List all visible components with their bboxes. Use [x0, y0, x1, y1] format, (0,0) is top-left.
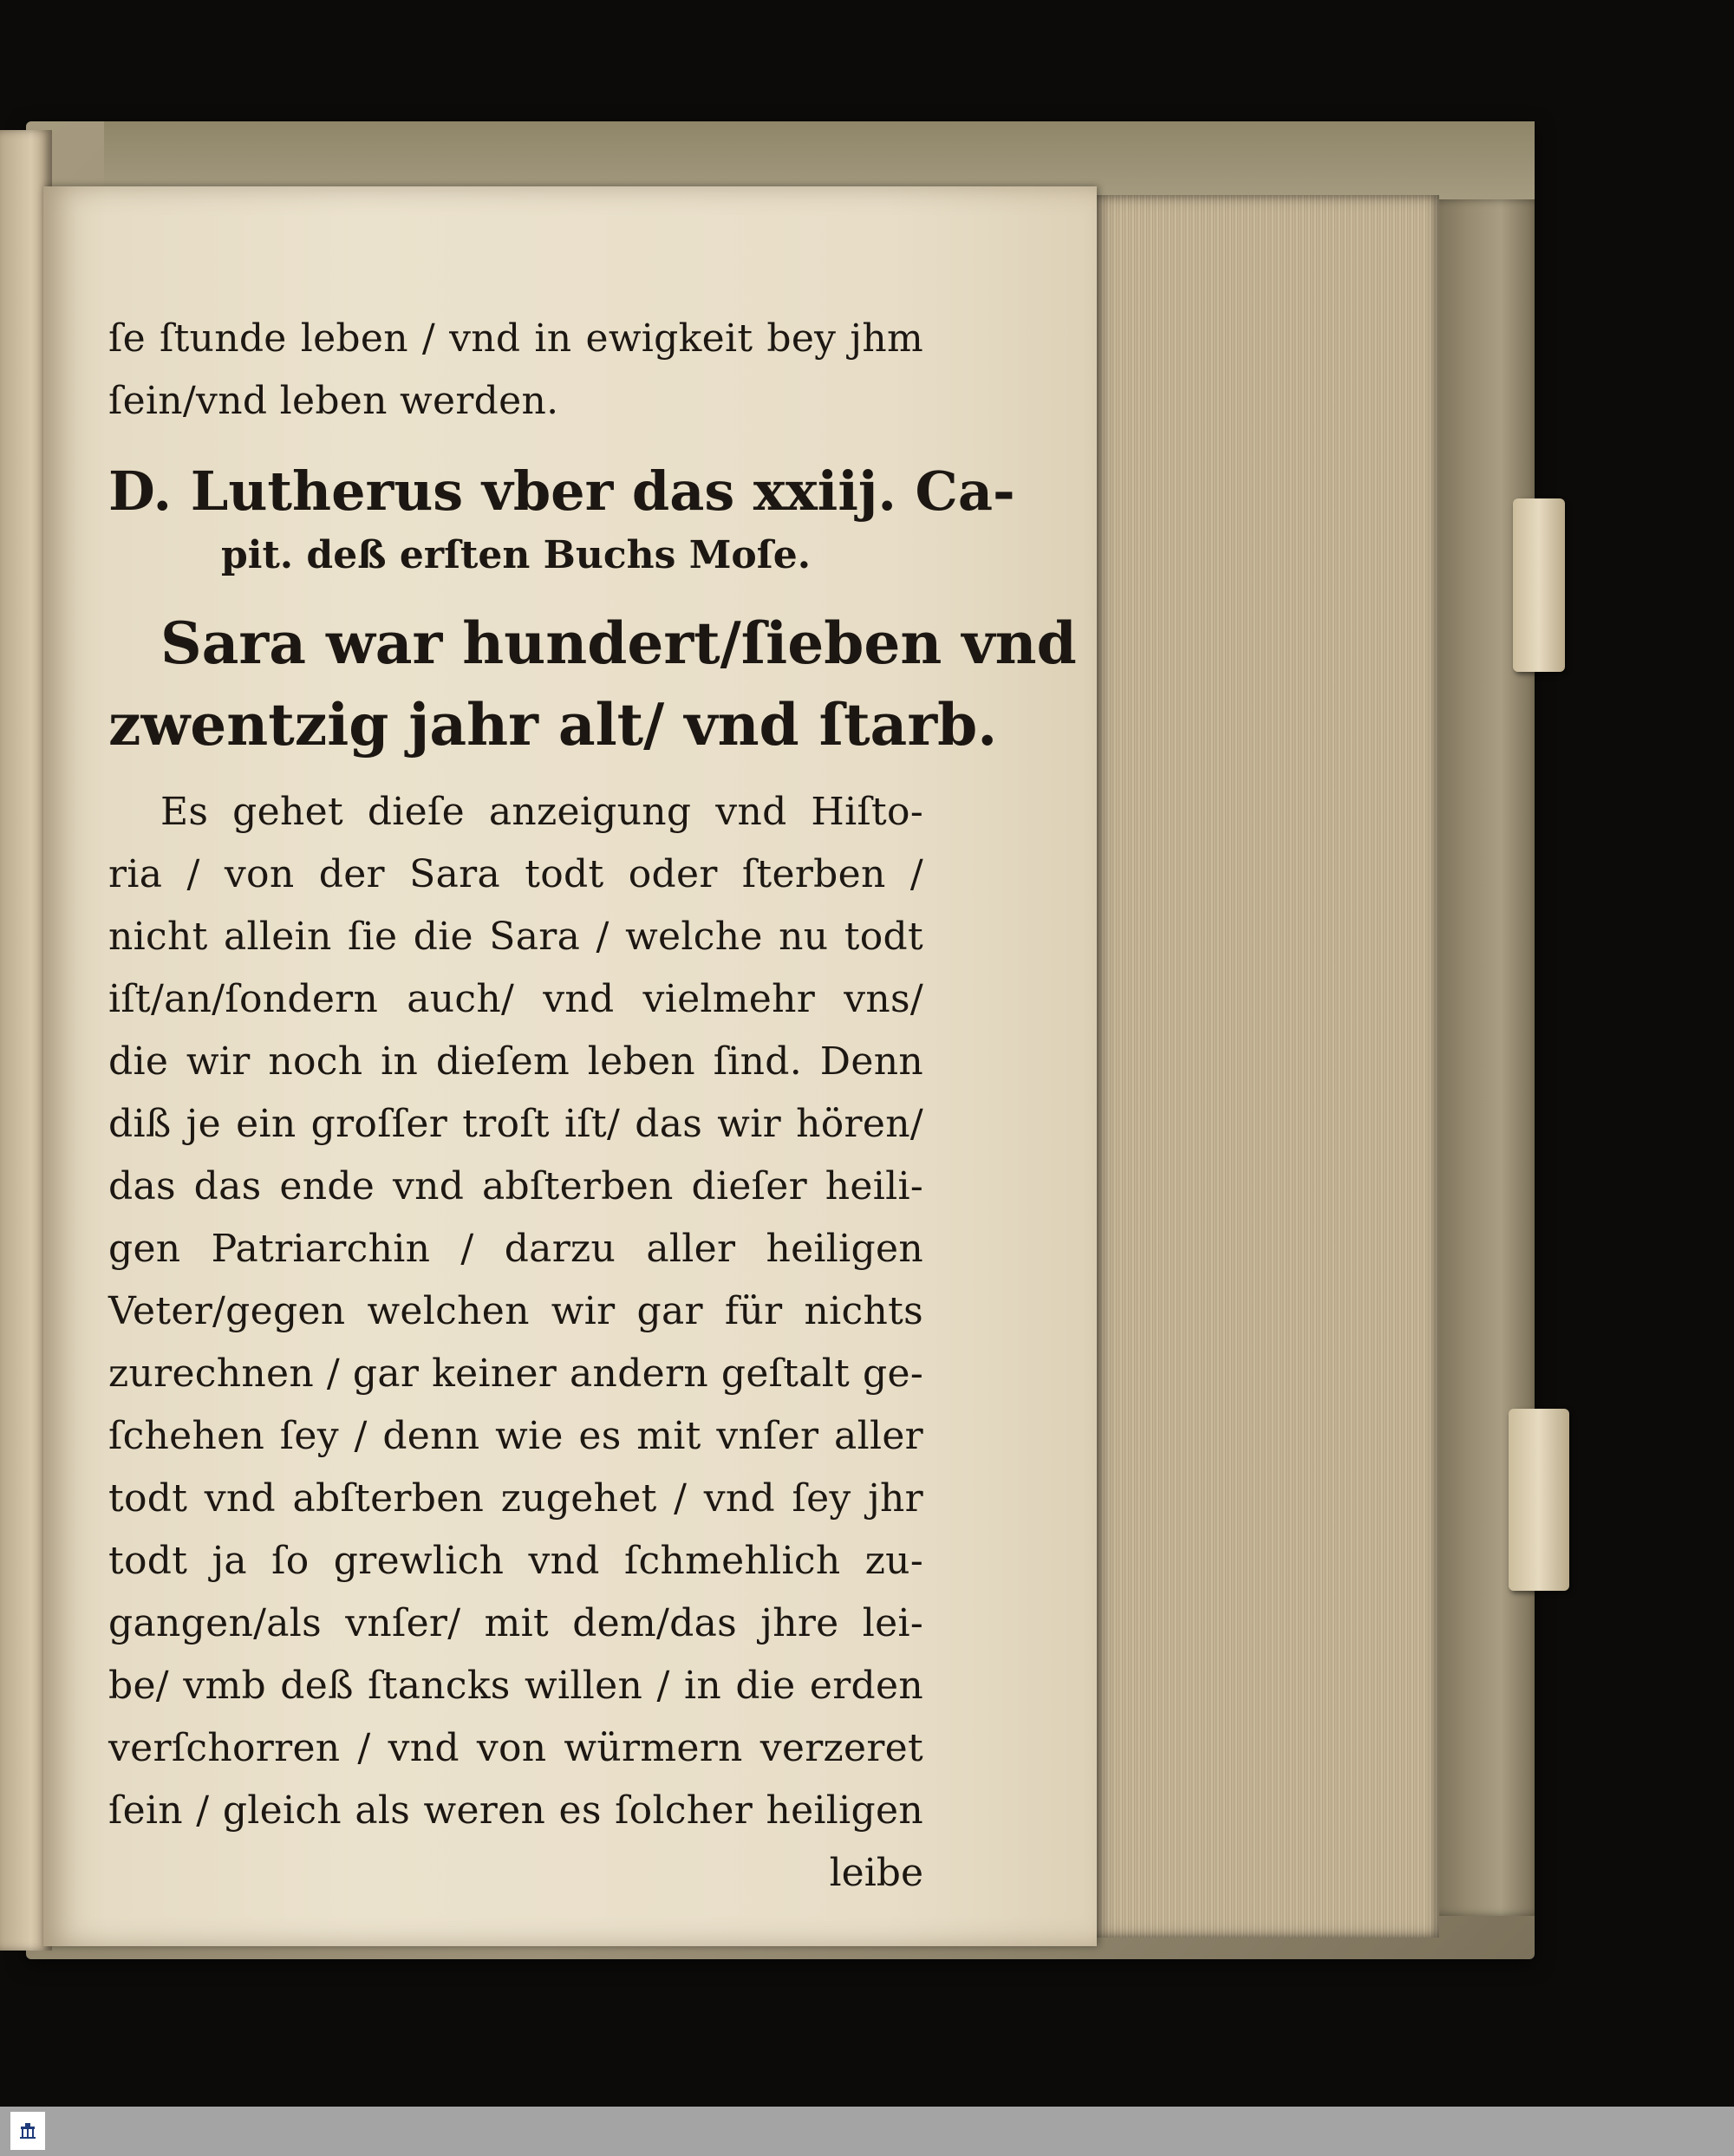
clasp-tab-upper [1513, 498, 1565, 672]
book-page [43, 186, 1097, 1946]
text-line: iſt/an/ſondern auch/ vnd vielmehr vns/ [108, 977, 923, 1021]
text-line: das das ende vnd abſterben dieſer heili- [108, 1164, 923, 1208]
text-line: nicht allein ſie die Sara / welche nu todt [108, 915, 923, 959]
text-line: gen Patriarchin / darzu aller heiligen [108, 1227, 923, 1271]
clasp-tab-lower [1509, 1409, 1569, 1591]
text-line: Es gehet dieſe anzeigung vnd Hiſto- [160, 790, 923, 834]
section-subheading: pit. deß erſten Buchs Moſe. [220, 533, 812, 577]
text-line: zurechnen / gar keiner andern geſtalt ge- [108, 1352, 923, 1396]
text-line: Veter/gegen welchen wir gar für nichts [108, 1289, 923, 1333]
catchword: leibe [829, 1851, 923, 1895]
library-building-icon-glyph [18, 2121, 37, 2140]
text-line: ſein / gleich als weren es ſolcher heiligen [108, 1788, 923, 1833]
text-line: ſchehen ſey / denn wie es mit vnſer aller [108, 1414, 923, 1458]
verse-line: zwentzig jahr alt/ vnd ſtarb. [108, 691, 998, 759]
page-stack-fore-edge [1092, 195, 1439, 1938]
text-line: gangen/als vnſer/ mit dem/das jhre lei- [108, 1601, 923, 1645]
section-heading: D. Lutherus vber das xxiij. Ca- [108, 459, 1015, 523]
verse-line: Sara war hundert/ſieben vnd [160, 609, 1077, 677]
text-line: todt vnd abſterben zugehet / vnd ſey jhr [108, 1476, 923, 1521]
library-building-icon [10, 2112, 45, 2150]
viewer-footer-bar [0, 2107, 1734, 2156]
text-line: ſein/vnd leben werden. [108, 379, 559, 423]
text-line: ria / von der Sara todt oder ſterben / [108, 852, 923, 896]
text-line: be/ vmb deß ſtancks willen / in die erden [108, 1664, 923, 1708]
text-line: die wir noch in dieſem leben ſind. Denn [108, 1039, 923, 1084]
page-text [108, 308, 1077, 1905]
text-line: ſe ſtunde leben / vnd in ewigkeit bey jhm [108, 316, 923, 361]
text-line: verſchorren / vnd von würmern verzeret [108, 1726, 923, 1770]
text-line: diß je ein groſſer troſt iſt/ das wir hören/ [108, 1102, 923, 1146]
text-line: todt ja ſo grewlich vnd ſchmehlich zu- [108, 1539, 923, 1583]
